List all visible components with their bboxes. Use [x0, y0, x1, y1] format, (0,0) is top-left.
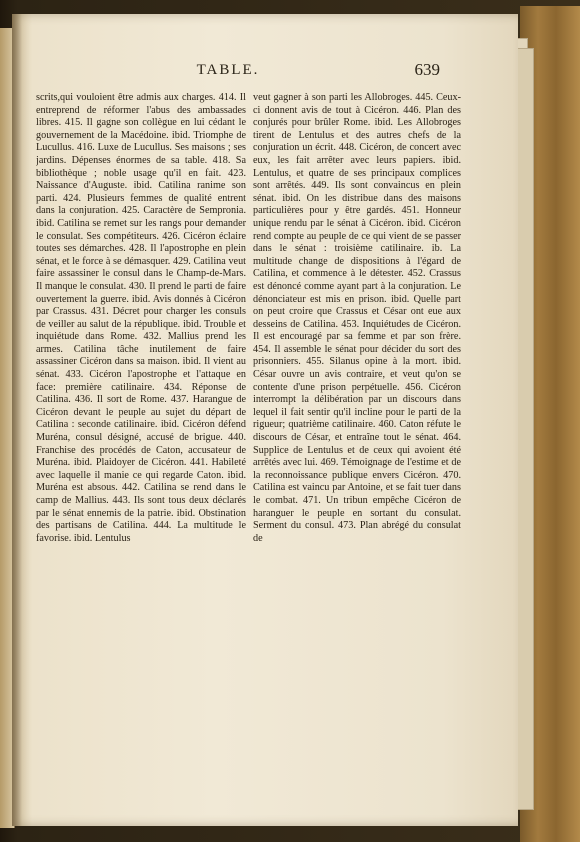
index-column-right: [253, 92, 461, 792]
gutter-shadow: [12, 14, 22, 826]
page-number: 639: [414, 60, 440, 79]
index-column-left: [36, 92, 246, 792]
running-head: TABLE.: [196, 62, 260, 78]
index-text-left: scrits,qui vouloient être admis aux charges. 414. Il entreprend de réformer l'abus des ambassades libres. 415. Il gagne son collègue en lui cédant le gouvernement de la Macédoine. ibid. Triomphe de Lucullus. 416. Luxe de Lucullus. Ses maisons ; ses jardins. Dépenses énormes de sa table. 418. Sa bibliothèque ; noble usage qu'il en fait. 423. Naissance d'Auguste. ibid. Catilina ranime son parti. 424. Plusieurs femmes de qualité entrent dans la conjuration. 425. Caractère de Sempronia. ibid. Catilina se remet sur les rangs pour demander le consulat. Ses compétiteurs. 426. Cicéron éclaire toutes ses démarches. 428. Il l'apostrophe en plein sénat, et le force à se démasquer. 429. Catilina veut faire assassiner le consul dans le Champ-de-Mars. Il manque le consulat. 430. Il prend le parti de faire ouvertement la guerre. ibid. Avis donnés à Cicéron par Crassus. 431. Décret pour charger les consuls de veiller au salut de la république. ibid. Trouble et inquiétude dans Rome. 432. Mallius prend les armes. Catilina tâche inutilement de faire assassiner Cicéron dans sa maison. ibid. Il vient au sénat. 433. Cicéron l'apostrophe et l'attaque en face: première catilinaire. 434. Réponse de Catilina. 436. Il sort de Rome. 437. Harangue de Cicéron devant le peuple au sujet du départ de Catilina : seconde catilinaire. ibid. Cicéron défend Muréna, consul désigné, accusé de brigue. 440. Franchise des procédés de Caton, accusateur de Muréna. ibid. Plaidoyer de Cicéron. 441. Habileté avec laquelle il manie ce qui regarde Caton. ibid. Muréna est absous. 442. Catilina se rend dans le camp de Mallius. 443. Ils sont tous deux déclarés par le sénat ennemis de la patrie. ibid. Obstination des partisans de Catilina. 444. La multitude le favorise. ibid. Lentulus: [36, 92, 246, 544]
index-text-right: veut gagner à son parti les Allobroges. 445. Ceux-ci donnent avis de tout à Cicéron. 446. Plan des conjurés pour brûler Rome. ibid. Les Allobroges tirent de Lentulus et des autres chefs de la conjuration un écrit. 448. Cicéron, de concert avec eux, les fait arrêter avec leurs papiers. ibid. Lentulus, et quatre de ses principaux complices sont arrêtés. 449. Ils sont convaincus en plein sénat. ibid. On les distribue dans des maisons particulières pour y être gardés. 451. Honneur unique rendu par le sénat à Cicéron. ibid. Cicéron rend compte au peuple de ce qui vient de se passer dans le sénat : troisième catilinaire. ib. La multitude change de dispositions à l'égard de Catilina, et commence à le détester. 452. Crassus est dénoncé comme ayant part à la conjuration. Le dénonciateur est mis en prison. ibid. Quelle part on peut croire que Crassus et César ont eue aux desseins de Catilina. 453. Inquiétudes de Cicéron. Il est encouragé par sa femme et par son frère. 454. Il assemble le sénat pour décider du sort des prisonniers. 455. Silanus opine à la mort. ibid. César ouvre un avis contraire, et veut qu'on se contente d'une prison perpétuelle. 456. Cicéron interrompt la délibération par un discours dans lequel il fait sentir qu'il incline pour le parti de la rigueur; quatrième catilinaire. 460. Caton réfute le discours de César, et entraîne tout le sénat. 464. Supplice de Lentulus et de ceux qui avoient été arrêtés avec lui. 469. Témoignage de l'estime et de la reconnoissance publique envers Cicéron. 470. Catilina est vaincu par Antoine, et se fait tuer dans le combat. 471. Un tribun empêche Cicéron de haranguer le peuple en sortant du consulat. Serment du consul. 473. Plan abrégé du consulat de: [253, 92, 461, 544]
